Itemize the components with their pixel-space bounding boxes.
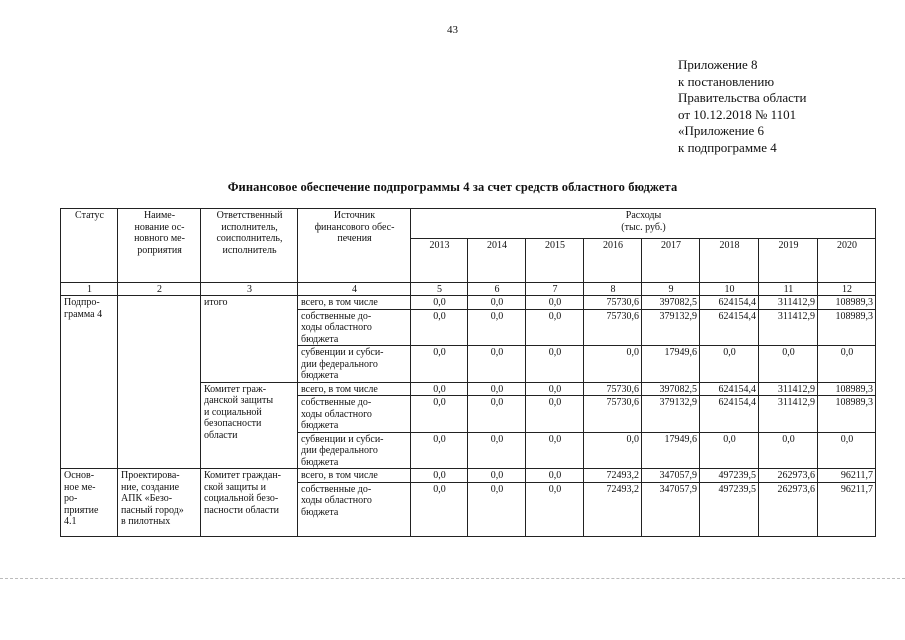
- header-year: 2018: [700, 239, 759, 283]
- value-cell: 624154,4: [700, 296, 759, 310]
- appendix-line: от 10.12.2018 № 1101: [678, 106, 797, 122]
- value-cell: 0,0: [411, 296, 468, 310]
- value-cell: 497239,5: [700, 469, 759, 483]
- page-number: 43: [447, 24, 458, 36]
- value-cell: 497239,5: [700, 482, 759, 536]
- appendix-line: к подпрограмме 4: [678, 139, 777, 155]
- value-cell: 0,0: [411, 309, 468, 346]
- responsible-cell: Комитет граж- данской защиты и социальной безопасности области: [201, 382, 298, 469]
- value-cell: 72493,2: [584, 482, 642, 536]
- value-cell: 0,0: [526, 432, 584, 469]
- header-year: 2014: [468, 239, 526, 283]
- value-cell: 108989,3: [818, 309, 876, 346]
- value-cell: 96211,7: [818, 469, 876, 483]
- column-index: 8: [584, 283, 642, 296]
- status-cell: Подпро- грамма 4: [61, 296, 118, 469]
- header-year: 2017: [642, 239, 700, 283]
- appendix-line: Правительства области: [678, 90, 807, 105]
- document-title: Финансовое обеспечение подпрограммы 4 за счет средств областного бюджета: [227, 180, 678, 194]
- header-event-name: Наиме- нование ос- новного ме- роприятия: [118, 209, 201, 283]
- header-responsible: Ответственный исполнитель, соисполнитель, исполнитель: [201, 209, 298, 283]
- value-cell: 347057,9: [642, 482, 700, 536]
- value-cell: 0,0: [759, 346, 818, 383]
- event-name-cell: [118, 296, 201, 469]
- funding-source-cell: субвенции и субси- дии федерального бюджета: [298, 432, 411, 469]
- header-year: 2016: [584, 239, 642, 283]
- column-index: 10: [700, 283, 759, 296]
- column-index: 11: [759, 283, 818, 296]
- value-cell: 262973,6: [759, 482, 818, 536]
- value-cell: 108989,3: [818, 296, 876, 310]
- value-cell: 0,0: [468, 346, 526, 383]
- status-cell: Основ- ное ме- ро- приятие 4.1: [61, 469, 118, 537]
- value-cell: 347057,9: [642, 469, 700, 483]
- value-cell: 311412,9: [759, 396, 818, 433]
- header-year: 2015: [526, 239, 584, 283]
- value-cell: 75730,6: [584, 296, 642, 310]
- value-cell: 0,0: [468, 482, 526, 536]
- value-cell: 0,0: [584, 432, 642, 469]
- financing-table: [60, 208, 876, 537]
- column-index: 2: [118, 283, 201, 296]
- column-index: 7: [526, 283, 584, 296]
- table-row: [61, 469, 876, 483]
- value-cell: 0,0: [468, 469, 526, 483]
- value-cell: 624154,4: [700, 396, 759, 433]
- value-cell: 0,0: [411, 396, 468, 433]
- funding-source-cell: субвенции и субси- дии федерального бюджета: [298, 346, 411, 383]
- value-cell: 0,0: [411, 469, 468, 483]
- value-cell: 311412,9: [759, 382, 818, 396]
- value-cell: 17949,6: [642, 346, 700, 383]
- column-index: 12: [818, 283, 876, 296]
- value-cell: 0,0: [468, 382, 526, 396]
- value-cell: 0,0: [411, 432, 468, 469]
- value-cell: 379132,9: [642, 396, 700, 433]
- header-year: 2013: [411, 239, 468, 283]
- funding-source-cell: собственные до- ходы областного бюджета: [298, 309, 411, 346]
- value-cell: 624154,4: [700, 382, 759, 396]
- page-divider: [0, 578, 905, 579]
- value-cell: 0,0: [526, 482, 584, 536]
- value-cell: 0,0: [468, 296, 526, 310]
- value-cell: 0,0: [584, 346, 642, 383]
- value-cell: 0,0: [759, 432, 818, 469]
- appendix-line: к постановлению: [678, 73, 775, 89]
- value-cell: 75730,6: [584, 309, 642, 346]
- responsible-cell: Комитет граждан- ской защиты и социальной безо- пасности области: [201, 469, 298, 537]
- value-cell: 262973,6: [759, 469, 818, 483]
- value-cell: 0,0: [411, 482, 468, 536]
- value-cell: 0,0: [700, 346, 759, 383]
- value-cell: 311412,9: [759, 309, 818, 346]
- header-year: 2019: [759, 239, 818, 283]
- value-cell: 379132,9: [642, 309, 700, 346]
- value-cell: 0,0: [526, 296, 584, 310]
- header-status: Статус: [61, 209, 118, 283]
- value-cell: 75730,6: [584, 382, 642, 396]
- value-cell: 17949,6: [642, 432, 700, 469]
- appendix-reference: [678, 57, 807, 156]
- column-index: 9: [642, 283, 700, 296]
- value-cell: 0,0: [411, 382, 468, 396]
- value-cell: 0,0: [526, 309, 584, 346]
- header-funding-source: Источник финансового обес- печения: [298, 209, 411, 283]
- value-cell: 0,0: [468, 432, 526, 469]
- value-cell: 311412,9: [759, 296, 818, 310]
- value-cell: 0,0: [700, 432, 759, 469]
- value-cell: 0,0: [526, 396, 584, 433]
- value-cell: 96211,7: [818, 482, 876, 536]
- value-cell: 0,0: [526, 469, 584, 483]
- funding-source-cell: всего, в том числе: [298, 382, 411, 396]
- appendix-line: «Приложение 6: [678, 123, 765, 138]
- table-row: [61, 296, 876, 310]
- funding-source-cell: собственные до- ходы областного бюджета: [298, 396, 411, 433]
- column-index-row: [61, 283, 876, 296]
- value-cell: 0,0: [818, 432, 876, 469]
- funding-source-cell: всего, в том числе: [298, 469, 411, 483]
- responsible-cell: итого: [201, 296, 298, 383]
- value-cell: 0,0: [818, 346, 876, 383]
- funding-source-cell: всего, в том числе: [298, 296, 411, 310]
- column-index: 4: [298, 283, 411, 296]
- value-cell: 0,0: [468, 396, 526, 433]
- column-index: 1: [61, 283, 118, 296]
- value-cell: 0,0: [468, 309, 526, 346]
- value-cell: 72493,2: [584, 469, 642, 483]
- column-index: 5: [411, 283, 468, 296]
- value-cell: 0,0: [411, 346, 468, 383]
- event-name-cell: Проектирова- ние, создание АПК «Безо- пасный город» в пилотных: [118, 469, 201, 537]
- value-cell: 397082,5: [642, 382, 700, 396]
- column-index: 3: [201, 283, 298, 296]
- funding-source-cell: собственные до- ходы областного бюджета: [298, 482, 411, 536]
- value-cell: 75730,6: [584, 396, 642, 433]
- value-cell: 397082,5: [642, 296, 700, 310]
- value-cell: 0,0: [526, 382, 584, 396]
- header-expenses: Расходы (тыс. руб.): [411, 209, 876, 239]
- appendix-line: Приложение 8: [678, 57, 758, 72]
- value-cell: 624154,4: [700, 309, 759, 346]
- header-year: 2020: [818, 239, 876, 283]
- value-cell: 108989,3: [818, 396, 876, 433]
- value-cell: 0,0: [526, 346, 584, 383]
- value-cell: 108989,3: [818, 382, 876, 396]
- column-index: 6: [468, 283, 526, 296]
